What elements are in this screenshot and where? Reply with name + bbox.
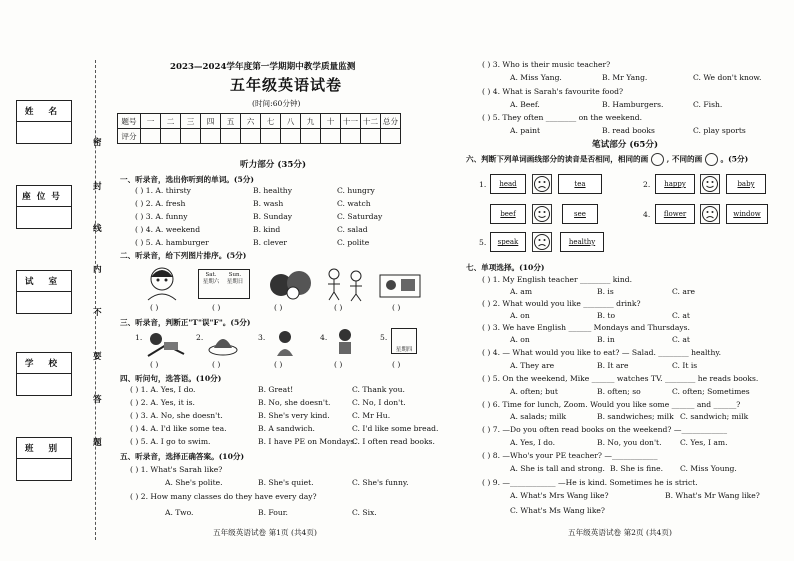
- listening-title: 听力部分 (35分): [240, 160, 307, 170]
- s4-q5-a: ( ) 5. A. I go to swim.: [130, 437, 211, 446]
- score-input[interactable]: [281, 129, 301, 144]
- food-tray-picture: [377, 265, 423, 301]
- score-input[interactable]: [301, 129, 321, 144]
- seal-char: 题: [93, 438, 102, 448]
- word-flower: flower: [663, 210, 687, 218]
- section-6-title-c: 。(5分): [720, 154, 749, 164]
- s1-q4-b: B. kind: [253, 225, 281, 234]
- word-box-flower: [655, 204, 695, 224]
- r-q4-a: A. Beef.: [510, 100, 540, 109]
- right-page-footer: 五年级英语试卷 第2页 (共4页): [568, 528, 672, 537]
- section-5-title: 五、听录音，选择正确答案。(10分): [120, 452, 245, 461]
- school-label: 学 校: [17, 353, 71, 374]
- s3-num: 3.: [258, 333, 266, 342]
- fruit-picture: [267, 263, 313, 301]
- word-box-see: [562, 204, 598, 224]
- s3-num: 4.: [320, 333, 328, 342]
- s4-q5-c: C. I often read books.: [352, 437, 435, 446]
- score-cell: 八: [281, 114, 301, 129]
- exam-title: 五年级英语试卷: [230, 76, 343, 94]
- s3-bracket[interactable]: ( ): [212, 360, 221, 369]
- kids-playing-picture: [322, 264, 368, 302]
- s7-q6-a: A. salads; milk: [510, 412, 567, 421]
- r-q5: ( ) 5. They often ________ on the weekend.: [482, 113, 643, 122]
- r-q3-c: C. We don't know.: [693, 73, 762, 82]
- s7-q2-a: A. on: [510, 311, 530, 320]
- section-2-title: 二、听录音，给下列图片排序。(5分): [120, 251, 247, 260]
- seal-char: 答: [93, 395, 102, 405]
- r-q5-c: C. play sports: [693, 126, 746, 135]
- score-input[interactable]: [141, 129, 161, 144]
- score-input[interactable]: [341, 129, 361, 144]
- section-4-title: 四、听问句，选答语。(10分): [120, 374, 222, 383]
- s4-q1-a: ( ) 1. A. Yes, I do.: [130, 385, 196, 394]
- answer-face-icon[interactable]: [700, 174, 720, 194]
- section-6-title-a: 六、判断下列单词画线部分的读音是否相同，相同的画: [466, 154, 649, 164]
- s1-q1-a: ( ) 1. A. thirsty: [135, 186, 191, 195]
- s5-q2: ( ) 2. How many classes do they have every day?: [130, 492, 317, 501]
- boy-reading-picture: [144, 330, 186, 358]
- calendar-sun-cn: 星期日: [226, 279, 244, 285]
- s4-q4-a: ( ) 4. A. I'd like some tea.: [130, 424, 227, 433]
- class-box[interactable]: [16, 437, 72, 481]
- calendar-sat-en: Sat.: [205, 272, 217, 278]
- s7-q8-a: A. She is tall and strong.: [510, 464, 605, 473]
- s7-q2: ( ) 2. What would you like ________ drink?: [482, 299, 641, 308]
- s4-q4-b: B. A sandwich.: [258, 424, 315, 433]
- score-input[interactable]: [361, 129, 381, 144]
- score-table: [117, 113, 401, 144]
- section-6-title: [466, 153, 748, 166]
- name-label: 姓 名: [17, 101, 71, 122]
- r-q5-b: B. read books: [602, 126, 655, 135]
- seal-char: 要: [93, 352, 102, 362]
- section-1-title: 一、听录音，选出你听到的单词。(5分): [120, 175, 254, 184]
- s4-q1-c: C. Thank you.: [352, 385, 405, 394]
- r-q4-c: C. Fish.: [693, 100, 723, 109]
- seal-char: 内: [93, 265, 102, 275]
- answer-face-icon[interactable]: [532, 232, 552, 252]
- seal-char: 封: [93, 182, 102, 192]
- s7-q3-b: B. in: [597, 335, 615, 344]
- thursday-calendar-picture: [391, 328, 417, 354]
- s5-q1-c: C. She's funny.: [352, 478, 409, 487]
- s5-q1-a: A. She's polite.: [165, 478, 223, 487]
- s7-q8-c: C. Miss Young.: [680, 464, 737, 473]
- score-input[interactable]: [221, 129, 241, 144]
- left-page-footer: 五年级英语试卷 第1页 (共4页): [213, 528, 317, 537]
- s1-q2-a: ( ) 2. A. fresh: [135, 199, 186, 208]
- s1-q1-b: B. healthy: [253, 186, 292, 195]
- s3-bracket[interactable]: ( ): [334, 360, 343, 369]
- s7-q1-c: C. are: [672, 287, 696, 296]
- thursday-label: 星期四: [395, 347, 413, 353]
- s7-q6-c: C. sandwich; milk: [680, 412, 749, 421]
- s1-q2-b: B. wash: [253, 199, 284, 208]
- s7-q1-b: B. is: [597, 287, 614, 296]
- score-input[interactable]: [381, 129, 401, 144]
- score-cell: 三: [181, 114, 201, 129]
- dish-picture: [206, 328, 240, 358]
- word-window: window: [733, 210, 761, 218]
- section-3-title: 三、听录音，判断正"T"误"F"。(5分): [120, 318, 251, 327]
- word-beef: beef: [500, 210, 516, 218]
- s1-q3-a: ( ) 3. A. funny: [135, 212, 188, 221]
- score-input[interactable]: [201, 129, 221, 144]
- s1-q1-c: C. hungry: [337, 186, 375, 195]
- s7-q4-b: B. It are: [597, 361, 629, 370]
- score-cell: 题号: [118, 114, 141, 129]
- s1-q4-a: ( ) 4. A. weekend: [135, 225, 201, 234]
- boy-standing-picture: [332, 327, 358, 357]
- calendar-sat: [200, 272, 222, 286]
- s7-q5-b: B. often; so: [597, 387, 641, 396]
- exam-room-box[interactable]: [16, 270, 72, 314]
- s5-q2-c: C. Six.: [352, 508, 377, 517]
- s2-bracket[interactable]: ( ): [150, 303, 159, 312]
- s3-bracket[interactable]: ( ): [274, 360, 283, 369]
- calendar-sun: [224, 272, 246, 286]
- answer-face-icon[interactable]: [532, 174, 552, 194]
- answer-face-icon[interactable]: [532, 204, 552, 224]
- seal-char: 不: [93, 308, 102, 318]
- word-box-happy: [655, 174, 695, 194]
- s1-q3-c: C. Saturday: [337, 212, 383, 221]
- s6-num: 4.: [643, 210, 651, 219]
- s4-q3-b: B. She's very kind.: [258, 411, 330, 420]
- word-box-head: [490, 174, 526, 194]
- s4-q2-c: C. No, I don't.: [352, 398, 406, 407]
- word-happy: happy: [664, 180, 686, 188]
- smile-icon: [651, 153, 664, 166]
- s7-q1: ( ) 1. My English teacher ________ kind.: [482, 275, 632, 284]
- s7-q6-b: B. sandwiches; milk: [597, 412, 674, 421]
- seal-char: 线: [93, 224, 102, 234]
- score-cell: 一: [141, 114, 161, 129]
- answer-face-icon[interactable]: [700, 204, 720, 224]
- s7-q4: ( ) 4. — What would you like to eat? — Salad. ________ healthy.: [482, 348, 722, 357]
- s4-q1-b: B. Great!: [258, 385, 294, 394]
- r-q3-b: B. Mr Yang.: [602, 73, 648, 82]
- score-input[interactable]: [321, 129, 341, 144]
- s2-bracket[interactable]: ( ): [212, 303, 221, 312]
- word-box-healthy: [560, 232, 604, 252]
- s1-q2-c: C. watch: [337, 199, 371, 208]
- calendar-sat-cn: 星期六: [202, 279, 220, 285]
- score-cell: 十: [321, 114, 341, 129]
- s7-q7-b: B. No, you don't.: [597, 438, 662, 447]
- score-cell: 九: [301, 114, 321, 129]
- s1-q5-b: B. clever: [253, 238, 287, 247]
- girl-singing-picture: [270, 328, 304, 358]
- s2-bracket[interactable]: ( ): [274, 303, 283, 312]
- score-cell: 五: [221, 114, 241, 129]
- s7-q5-a: A. often; but: [510, 387, 558, 396]
- s3-bracket[interactable]: ( ): [392, 360, 401, 369]
- score-cell: 四: [201, 114, 221, 129]
- s7-q9-c: C. What's Ms Wang like?: [510, 506, 605, 515]
- s1-q4-c: C. salad: [337, 225, 368, 234]
- word-tea: tea: [574, 180, 586, 188]
- word-box-tea: [558, 174, 602, 194]
- s5-q2-a: A. Two.: [165, 508, 194, 517]
- score-cell: 评分: [118, 129, 141, 144]
- s3-num: 1.: [135, 333, 143, 342]
- s7-q9-b: B. What's Mr Wang like?: [665, 491, 760, 500]
- word-box-beef: [490, 204, 526, 224]
- class-label: 班 别: [17, 438, 71, 459]
- word-healthy: healthy: [568, 238, 596, 246]
- s1-q5-a: ( ) 5. A. hamburger: [135, 238, 209, 247]
- s1-q5-c: C. polite: [337, 238, 370, 247]
- seat-number-box[interactable]: [16, 185, 72, 229]
- year-title: 2023—2024学年度第一学期期中教学质量监测: [170, 62, 356, 72]
- s6-num: 5.: [479, 238, 487, 247]
- score-input[interactable]: [181, 129, 201, 144]
- s7-q4-a: A. They are: [510, 361, 555, 370]
- s7-q8: ( ) 8. —Who's your PE teacher? —____________: [482, 451, 658, 460]
- word-box-window: [726, 204, 768, 224]
- girl-thinking-picture: [142, 263, 182, 301]
- s7-q8-b: B. She is fine.: [610, 464, 664, 473]
- seat-number-label: 座位号: [17, 186, 71, 207]
- s5-q2-b: B. Four.: [258, 508, 288, 517]
- section-7-title: 七、单项选择。(10分): [466, 263, 545, 272]
- r-q5-a: A. paint: [510, 126, 541, 135]
- word-box-speak: [490, 232, 526, 252]
- s5-q1-b: B. She's quiet.: [258, 478, 314, 487]
- r-q3-a: A. Miss Yang.: [510, 73, 562, 82]
- sad-face-icon: [705, 153, 718, 166]
- exam-time: (时间:60分钟): [252, 99, 301, 108]
- s7-q7-c: C. Yes, I am.: [680, 438, 728, 447]
- score-cell: 二: [161, 114, 181, 129]
- section-6-title-b: , 不同的画: [666, 154, 703, 164]
- s6-num: 1.: [479, 180, 487, 189]
- seal-line: [95, 60, 96, 540]
- s1-q3-b: B. Sunday: [253, 212, 293, 221]
- seal-char: 密: [93, 138, 102, 148]
- s4-q3-a: ( ) 3. A. No, she doesn't.: [130, 411, 223, 420]
- s2-bracket[interactable]: ( ): [392, 303, 401, 312]
- s7-q6: ( ) 6. Time for lunch, Zoom. Would you like some ______ and ______?: [482, 400, 741, 409]
- word-speak: speak: [497, 238, 519, 246]
- s7-q4-c: C. It is: [672, 361, 698, 370]
- s7-q5-c: C. often; Sometimes: [672, 387, 750, 396]
- score-input[interactable]: [261, 129, 281, 144]
- written-part-title: 笔试部分 (65分): [592, 140, 659, 150]
- s7-q7-a: A. Yes, I do.: [510, 438, 556, 447]
- s5-q1: ( ) 1. What's Sarah like?: [130, 465, 223, 474]
- s2-bracket[interactable]: ( ): [334, 303, 343, 312]
- word-baby: baby: [737, 180, 755, 188]
- score-cell: 十一: [341, 114, 361, 129]
- s4-q2-a: ( ) 2. A. Yes, it is.: [130, 398, 195, 407]
- name-box[interactable]: [16, 100, 72, 144]
- s7-q9: ( ) 9. —____________ —He is kind. Sometimes he is strict.: [482, 478, 698, 487]
- s3-bracket[interactable]: ( ): [150, 360, 159, 369]
- s4-q4-c: C. I'd like some bread.: [352, 424, 439, 433]
- score-cell: 六: [241, 114, 261, 129]
- s7-q7: ( ) 7. —Do you often read books on the weekend? —____________: [482, 425, 728, 434]
- score-cell: 总分: [381, 114, 401, 129]
- word-see: see: [574, 210, 586, 218]
- score-input[interactable]: [161, 129, 181, 144]
- s7-q3-c: C. at: [672, 335, 690, 344]
- r-q3: ( ) 3. Who is their music teacher?: [482, 60, 611, 69]
- r-q4-b: B. Hamburgers.: [602, 100, 664, 109]
- s7-q2-b: B. to: [597, 311, 616, 320]
- s4-q5-b: B. I have PE on Mondays.: [258, 437, 357, 446]
- s7-q2-c: C. at: [672, 311, 690, 320]
- s7-q5: ( ) 5. On the weekend, Mike ______ watches TV. ________ he reads books.: [482, 374, 759, 383]
- school-box[interactable]: [16, 352, 72, 396]
- score-input[interactable]: [241, 129, 261, 144]
- s7-q3-a: A. on: [510, 335, 530, 344]
- s7-q3: ( ) 3. We have English ______ Mondays and Thursdays.: [482, 323, 690, 332]
- score-cell: 七: [261, 114, 281, 129]
- s3-num: 2.: [196, 333, 204, 342]
- r-q4: ( ) 4. What is Sarah's favourite food?: [482, 87, 624, 96]
- s4-q2-b: B. No, she doesn't.: [258, 398, 331, 407]
- s7-q1-a: A. am: [510, 287, 533, 296]
- s4-q3-c: C. Mr Hu.: [352, 411, 391, 420]
- exam-room-label: 试 室: [17, 271, 71, 292]
- s6-num: 2.: [643, 180, 651, 189]
- s7-q9-a: A. What's Mrs Wang like?: [510, 491, 609, 500]
- word-box-baby: [726, 174, 766, 194]
- score-cell: 十二: [361, 114, 381, 129]
- s3-num: 5.: [380, 333, 388, 342]
- word-head: head: [499, 180, 517, 188]
- calendar-sun-en: Sun.: [228, 272, 242, 278]
